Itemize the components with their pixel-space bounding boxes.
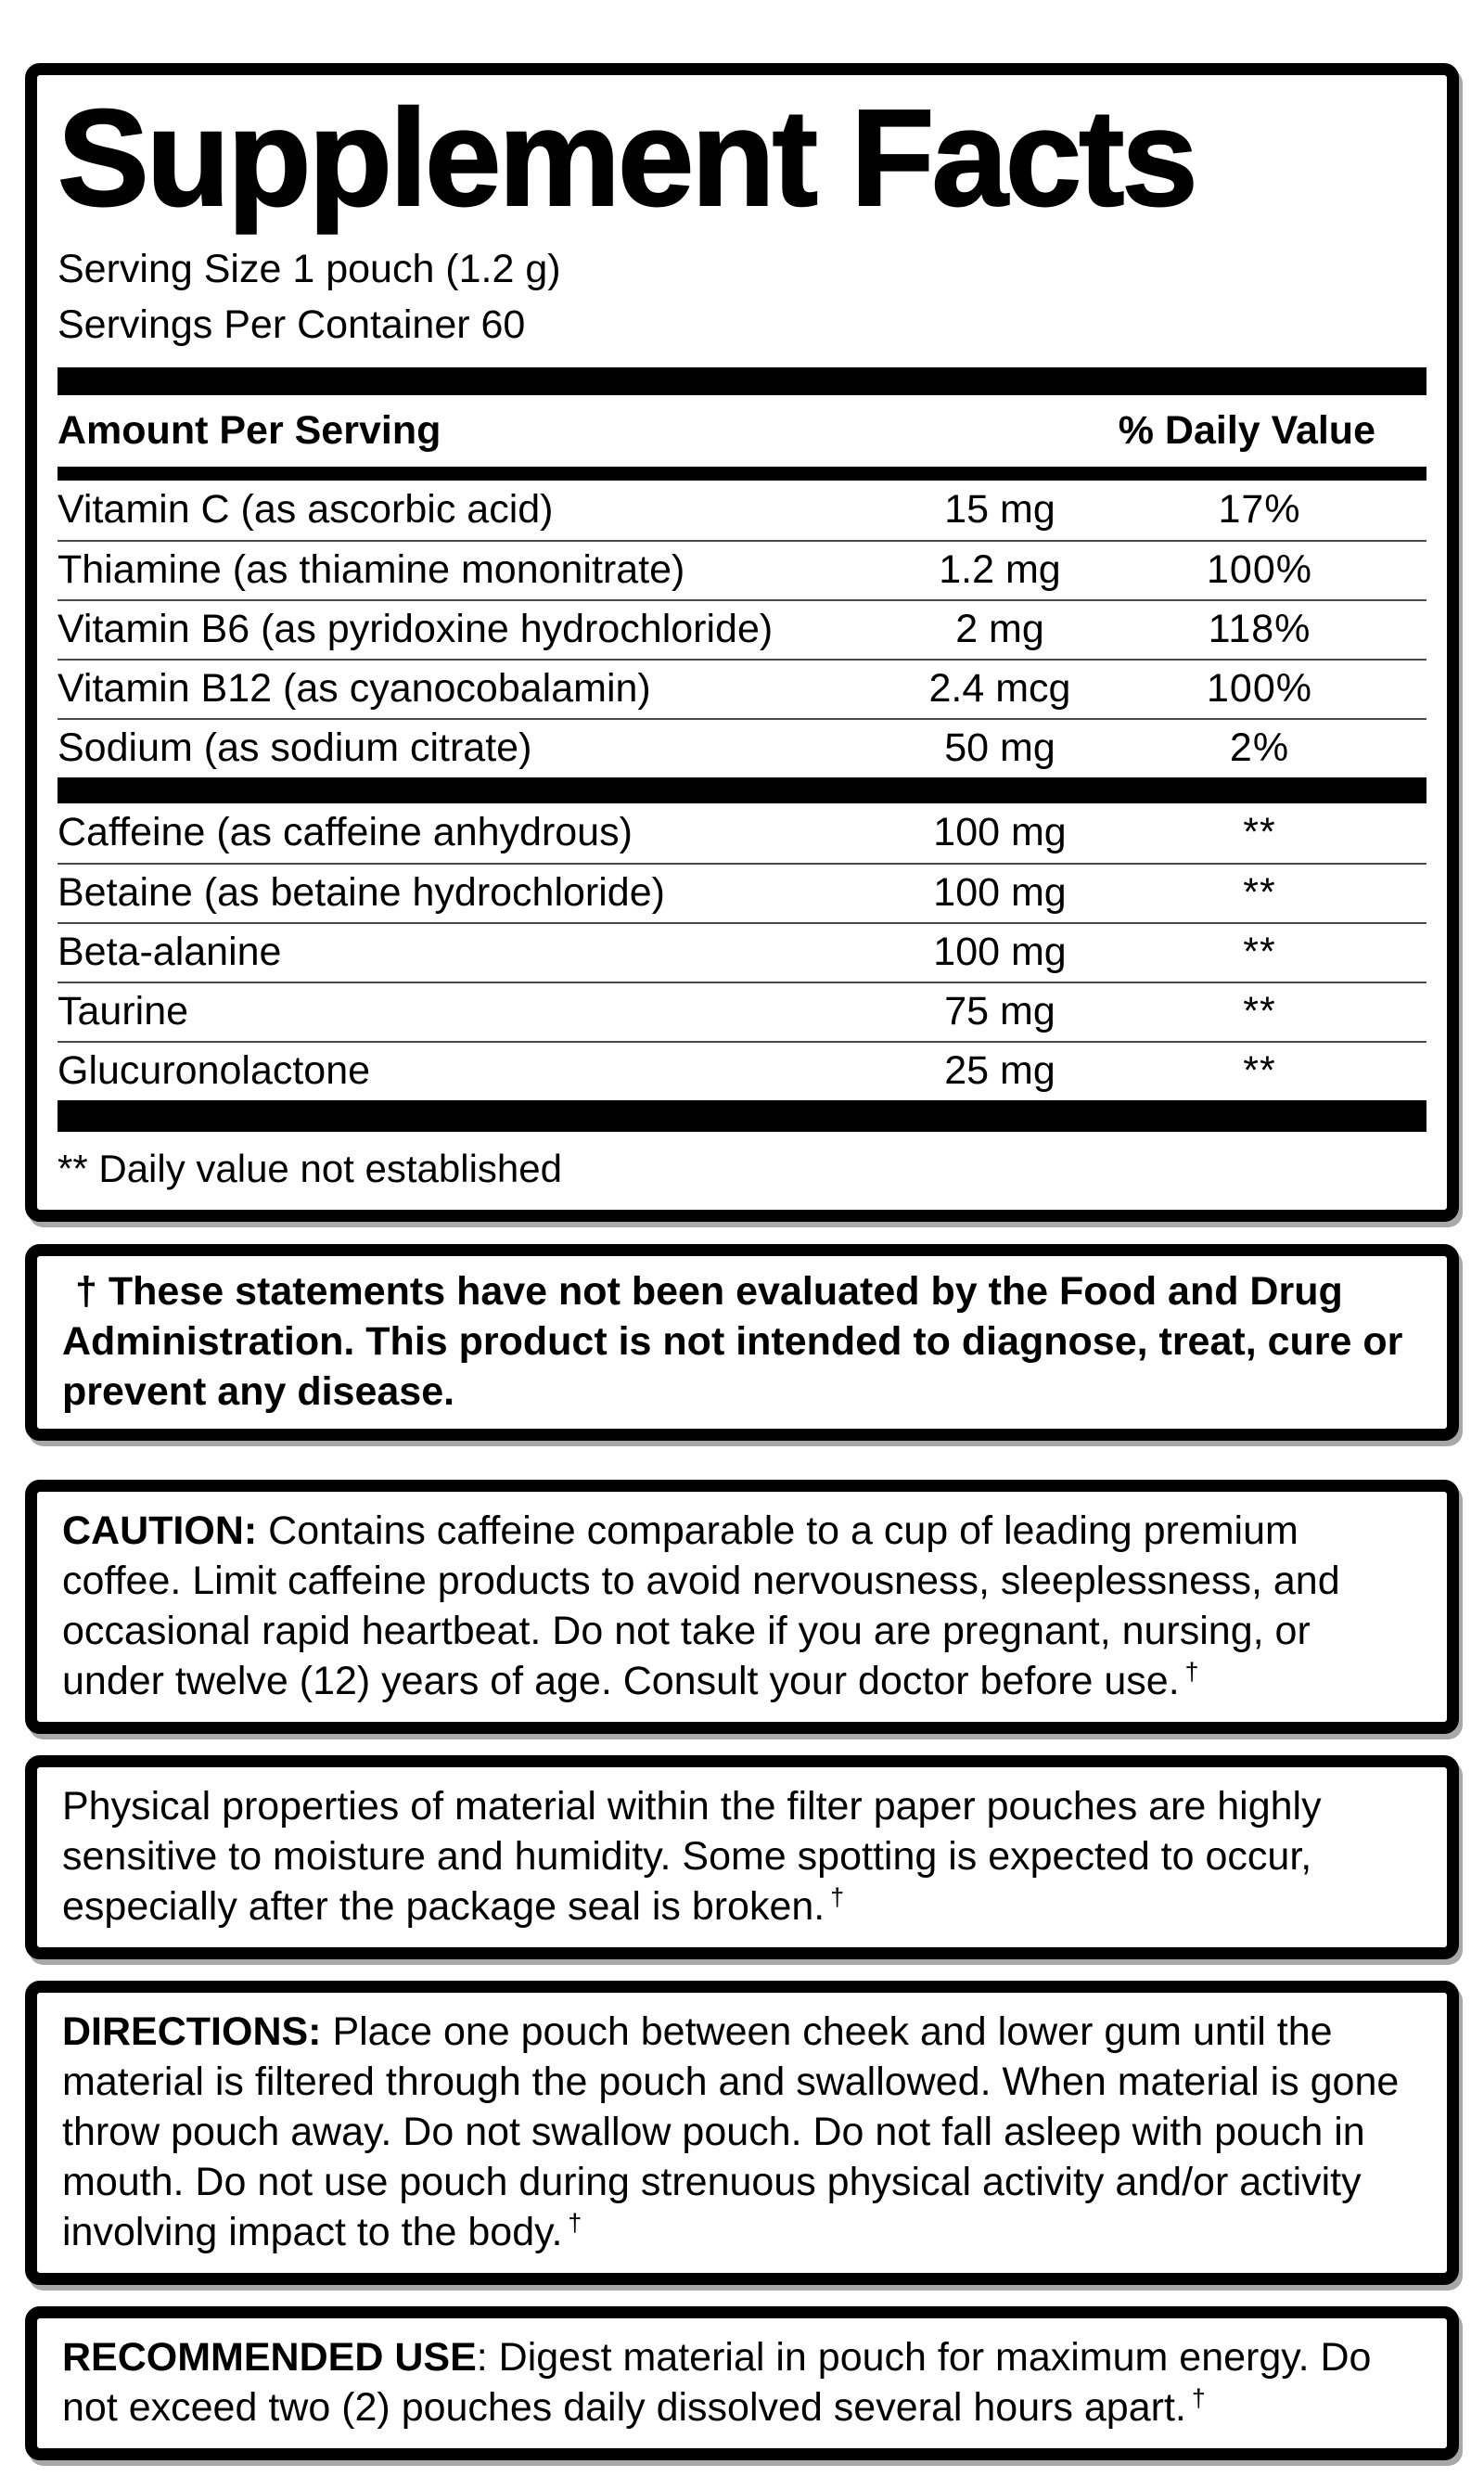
nutrient-amount: 2 mg (955, 607, 1044, 652)
nutrient-amount: 25 mg (944, 1048, 1055, 1094)
table-row (58, 1041, 1426, 1100)
moisture-notice-box (25, 1755, 1459, 1959)
dagger-symbol: † (1191, 2383, 1206, 2412)
divider-bar-thick-top (58, 367, 1426, 395)
nutrient-amount: 2.4 mcg (928, 666, 1071, 712)
column-header-row (58, 395, 1426, 467)
moisture-notice-text: Physical properties of material within the filter paper pouches are highly sensitive to moisture and humidity. Some spotting is expected to occur, especially after the package seal is broken. (62, 1783, 1322, 1929)
column-header-amount: Amount Per Serving (58, 407, 441, 453)
directions-box (25, 1981, 1459, 2285)
dagger-symbol: † (75, 1268, 97, 1314)
nutrient-name: Thiamine (as thiamine mononitrate) (58, 547, 685, 593)
nutrient-amount: 100 mg (933, 930, 1067, 975)
supplement-facts-panel (25, 63, 1459, 1222)
nutrient-name: Vitamin C (as ascorbic acid) (58, 487, 554, 533)
nutrient-daily-value: 100% (1207, 666, 1312, 712)
nutrient-name: Caffeine (as caffeine anhydrous) (58, 810, 633, 855)
serving-info (58, 241, 1426, 353)
dagger-symbol: † (830, 1882, 845, 1911)
directions-text: Place one pouch between cheek and lower gum until the material is filtered through the pouch and swallowed. When material is gone throw pouch away. Do not swallow pouch. Do not fall asleep with pouch in mouth. Do not use pouch during strenuous physical activity and/or activity involving impact to the body. (62, 2009, 1400, 2254)
nutrient-group-blend (58, 803, 1426, 1100)
recommended-use-text: : Digest material in pouch for maximum energy. Do not exceed two (2) pouches daily dissolved several hours apart. (62, 2334, 1372, 2430)
nutrient-name: Beta-alanine (58, 930, 282, 975)
serving-size: Serving Size 1 pouch (1.2 g) (58, 246, 561, 291)
nutrient-daily-value: ** (1243, 870, 1276, 916)
directions-label: DIRECTIONS: (62, 2009, 322, 2054)
nutrient-amount: 100 mg (933, 870, 1067, 916)
table-row (58, 922, 1426, 982)
fda-disclaimer-text: These statements have not been evaluated by the Food and Drug Administration. This product is not intended to diagnose, treat, cure or prevent any disease. (62, 1268, 1403, 1414)
nutrient-name: Betaine (as betaine hydrochloride) (58, 870, 665, 916)
caution-text: Contains caffeine comparable to a cup of leading premium coffee. Limit caffeine products to avoid nervousness, sleeplessness, and occasional rapid heartbeat. Do not take if you are pregnant, nursing, or under twelve (12) years of age. Consult your doctor before use. (62, 1508, 1340, 1703)
recommended-use-label: RECOMMENDED USE (62, 2334, 477, 2380)
table-row (58, 599, 1426, 659)
nutrient-name: Taurine (58, 989, 189, 1034)
servings-per-container: Servings Per Container 60 (58, 302, 526, 347)
nutrient-daily-value: 2% (1229, 725, 1290, 771)
table-row (58, 718, 1426, 777)
nutrient-daily-value: 118% (1208, 607, 1311, 652)
dagger-symbol: † (568, 2208, 582, 2237)
table-row (58, 982, 1426, 1041)
caution-label: CAUTION: (62, 1508, 258, 1553)
table-row (58, 540, 1426, 599)
nutrient-daily-value: ** (1243, 810, 1276, 855)
fda-disclaimer-box (25, 1244, 1459, 1441)
nutrient-daily-value: ** (1243, 1048, 1276, 1094)
divider-bar-thin (58, 467, 1426, 481)
table-row (58, 659, 1426, 718)
dagger-symbol: † (1184, 1657, 1199, 1686)
nutrient-group-vitamins (58, 481, 1426, 777)
nutrient-daily-value: ** (1243, 989, 1276, 1034)
nutrient-daily-value: 100% (1207, 547, 1312, 593)
divider-bar-thick-bottom (58, 1100, 1426, 1132)
column-header-daily-value: % Daily Value (1118, 407, 1375, 453)
nutrient-amount: 75 mg (944, 989, 1055, 1034)
table-row (58, 803, 1426, 863)
nutrient-name: Sodium (as sodium citrate) (58, 725, 532, 771)
table-row (58, 863, 1426, 922)
recommended-use-box (25, 2306, 1459, 2460)
caution-box (25, 1480, 1459, 1734)
divider-bar-thick-middle (58, 777, 1426, 803)
nutrient-amount: 1.2 mg (939, 547, 1061, 593)
panel-title: Supplement Facts (58, 82, 1196, 235)
nutrient-daily-value: ** (1243, 930, 1276, 975)
nutrient-amount: 50 mg (944, 725, 1055, 771)
daily-value-footnote: ** Daily value not established (58, 1146, 562, 1190)
nutrient-name: Vitamin B6 (as pyridoxine hydrochloride) (58, 607, 774, 652)
nutrient-amount: 100 mg (933, 810, 1067, 855)
nutrient-name: Glucuronolactone (58, 1048, 371, 1094)
nutrient-name: Vitamin B12 (as cyanocobalamin) (58, 666, 651, 712)
nutrient-amount: 15 mg (944, 487, 1055, 533)
nutrient-daily-value: 17% (1218, 487, 1301, 533)
table-row (58, 481, 1426, 540)
